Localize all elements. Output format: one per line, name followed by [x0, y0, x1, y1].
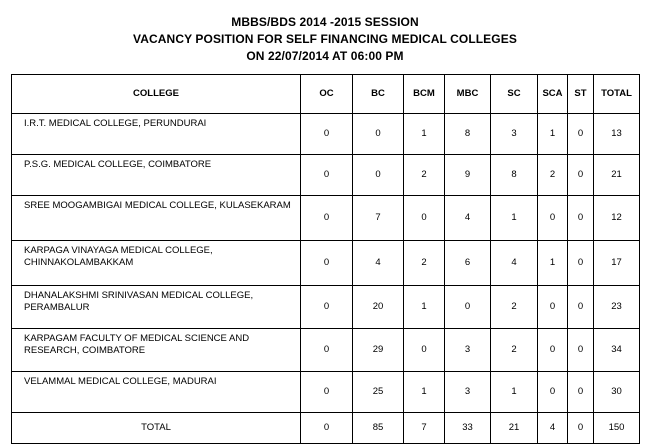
mbc-cell: 6 — [445, 241, 491, 286]
mbc-cell: 8 — [445, 114, 491, 155]
college-name: KARPAGA VINAYAGA MEDICAL COLLEGE, CHINNAKOLAMBAKKAM — [12, 241, 301, 286]
sc-cell: 1 — [491, 372, 538, 413]
st-cell: 0 — [568, 241, 594, 286]
table-row — [12, 286, 640, 329]
st-cell: 0 — [568, 372, 594, 413]
oc-cell: 0 — [301, 155, 353, 196]
sc-total: 21 — [491, 413, 538, 444]
st-cell: 0 — [568, 155, 594, 196]
bcm-cell: 1 — [404, 114, 445, 155]
table-row — [12, 372, 640, 413]
st-cell: 0 — [568, 114, 594, 155]
grand-total: 150 — [594, 413, 640, 444]
college-name: KARPAGAM FACULTY OF MEDICAL SCIENCE AND RESEARCH, COIMBATORE — [12, 329, 301, 372]
column-header-bcm: BCM — [404, 75, 445, 114]
table-row — [12, 196, 640, 241]
bc-cell: 7 — [353, 196, 404, 241]
st-cell: 0 — [568, 329, 594, 372]
oc-cell: 0 — [301, 196, 353, 241]
total-cell: 17 — [594, 241, 640, 286]
sc-cell: 2 — [491, 329, 538, 372]
table-row — [12, 155, 640, 196]
st-cell: 0 — [568, 286, 594, 329]
bc-total: 85 — [353, 413, 404, 444]
table-row — [12, 329, 640, 372]
bcm-cell: 1 — [404, 372, 445, 413]
column-header-st: ST — [568, 75, 594, 114]
total-cell: 13 — [594, 114, 640, 155]
bcm-cell: 0 — [404, 329, 445, 372]
sc-cell: 8 — [491, 155, 538, 196]
date-time-title: ON 22/07/2014 AT 06:00 PM — [246, 49, 404, 63]
total-label: TOTAL — [12, 413, 301, 444]
bcm-total: 7 — [404, 413, 445, 444]
mbc-cell: 4 — [445, 196, 491, 241]
sc-cell: 3 — [491, 114, 538, 155]
total-cell: 34 — [594, 329, 640, 372]
oc-cell: 0 — [301, 329, 353, 372]
bc-cell: 20 — [353, 286, 404, 329]
bc-cell: 29 — [353, 329, 404, 372]
table-row — [12, 241, 640, 286]
column-header-oc: OC — [301, 75, 353, 114]
sca-cell: 0 — [538, 286, 568, 329]
mbc-cell: 3 — [445, 329, 491, 372]
oc-cell: 0 — [301, 241, 353, 286]
column-header-bc: BC — [353, 75, 404, 114]
college-name: VELAMMAL MEDICAL COLLEGE, MADURAI — [12, 372, 301, 413]
mbc-cell: 3 — [445, 372, 491, 413]
bc-cell: 4 — [353, 241, 404, 286]
sca-cell: 1 — [538, 241, 568, 286]
bcm-cell: 0 — [404, 196, 445, 241]
sc-cell: 1 — [491, 196, 538, 241]
oc-total: 0 — [301, 413, 353, 444]
mbc-total: 33 — [445, 413, 491, 444]
table-row — [12, 114, 640, 155]
sca-cell: 0 — [538, 329, 568, 372]
bcm-cell: 2 — [404, 241, 445, 286]
mbc-cell: 0 — [445, 286, 491, 329]
oc-cell: 0 — [301, 286, 353, 329]
total-cell: 12 — [594, 196, 640, 241]
bc-cell: 25 — [353, 372, 404, 413]
bc-cell: 0 — [353, 114, 404, 155]
sca-total: 4 — [538, 413, 568, 444]
sca-cell: 1 — [538, 114, 568, 155]
oc-cell: 0 — [301, 114, 353, 155]
sc-cell: 4 — [491, 241, 538, 286]
total-row — [12, 413, 640, 444]
st-cell: 0 — [568, 196, 594, 241]
vacancy-title: VACANCY POSITION FOR SELF FINANCING MEDICAL COLLEGES — [133, 32, 517, 46]
column-header-mbc: MBC — [445, 75, 491, 114]
sca-cell: 2 — [538, 155, 568, 196]
bc-cell: 0 — [353, 155, 404, 196]
total-cell: 30 — [594, 372, 640, 413]
total-cell: 21 — [594, 155, 640, 196]
college-name: P.S.G. MEDICAL COLLEGE, COIMBATORE — [12, 155, 301, 196]
bcm-cell: 2 — [404, 155, 445, 196]
column-header-sca: SCA — [538, 75, 568, 114]
sca-cell: 0 — [538, 196, 568, 241]
oc-cell: 0 — [301, 372, 353, 413]
document-header — [0, 14, 650, 65]
bcm-cell: 1 — [404, 286, 445, 329]
total-cell: 23 — [594, 286, 640, 329]
table-header-row — [12, 75, 640, 114]
vacancy-table — [11, 74, 640, 444]
session-title: MBBS/BDS 2014 -2015 SESSION — [231, 15, 419, 29]
college-name: I.R.T. MEDICAL COLLEGE, PERUNDURAI — [12, 114, 301, 155]
column-header-sc: SC — [491, 75, 538, 114]
sca-cell: 0 — [538, 372, 568, 413]
column-header-total: TOTAL — [594, 75, 640, 114]
college-name: SREE MOOGAMBIGAI MEDICAL COLLEGE, KULASEKARAM — [12, 196, 301, 241]
column-header-college: COLLEGE — [12, 75, 301, 114]
mbc-cell: 9 — [445, 155, 491, 196]
st-total: 0 — [568, 413, 594, 444]
sc-cell: 2 — [491, 286, 538, 329]
college-name: DHANALAKSHMI SRINIVASAN MEDICAL COLLEGE, PERAMBALUR — [12, 286, 301, 329]
